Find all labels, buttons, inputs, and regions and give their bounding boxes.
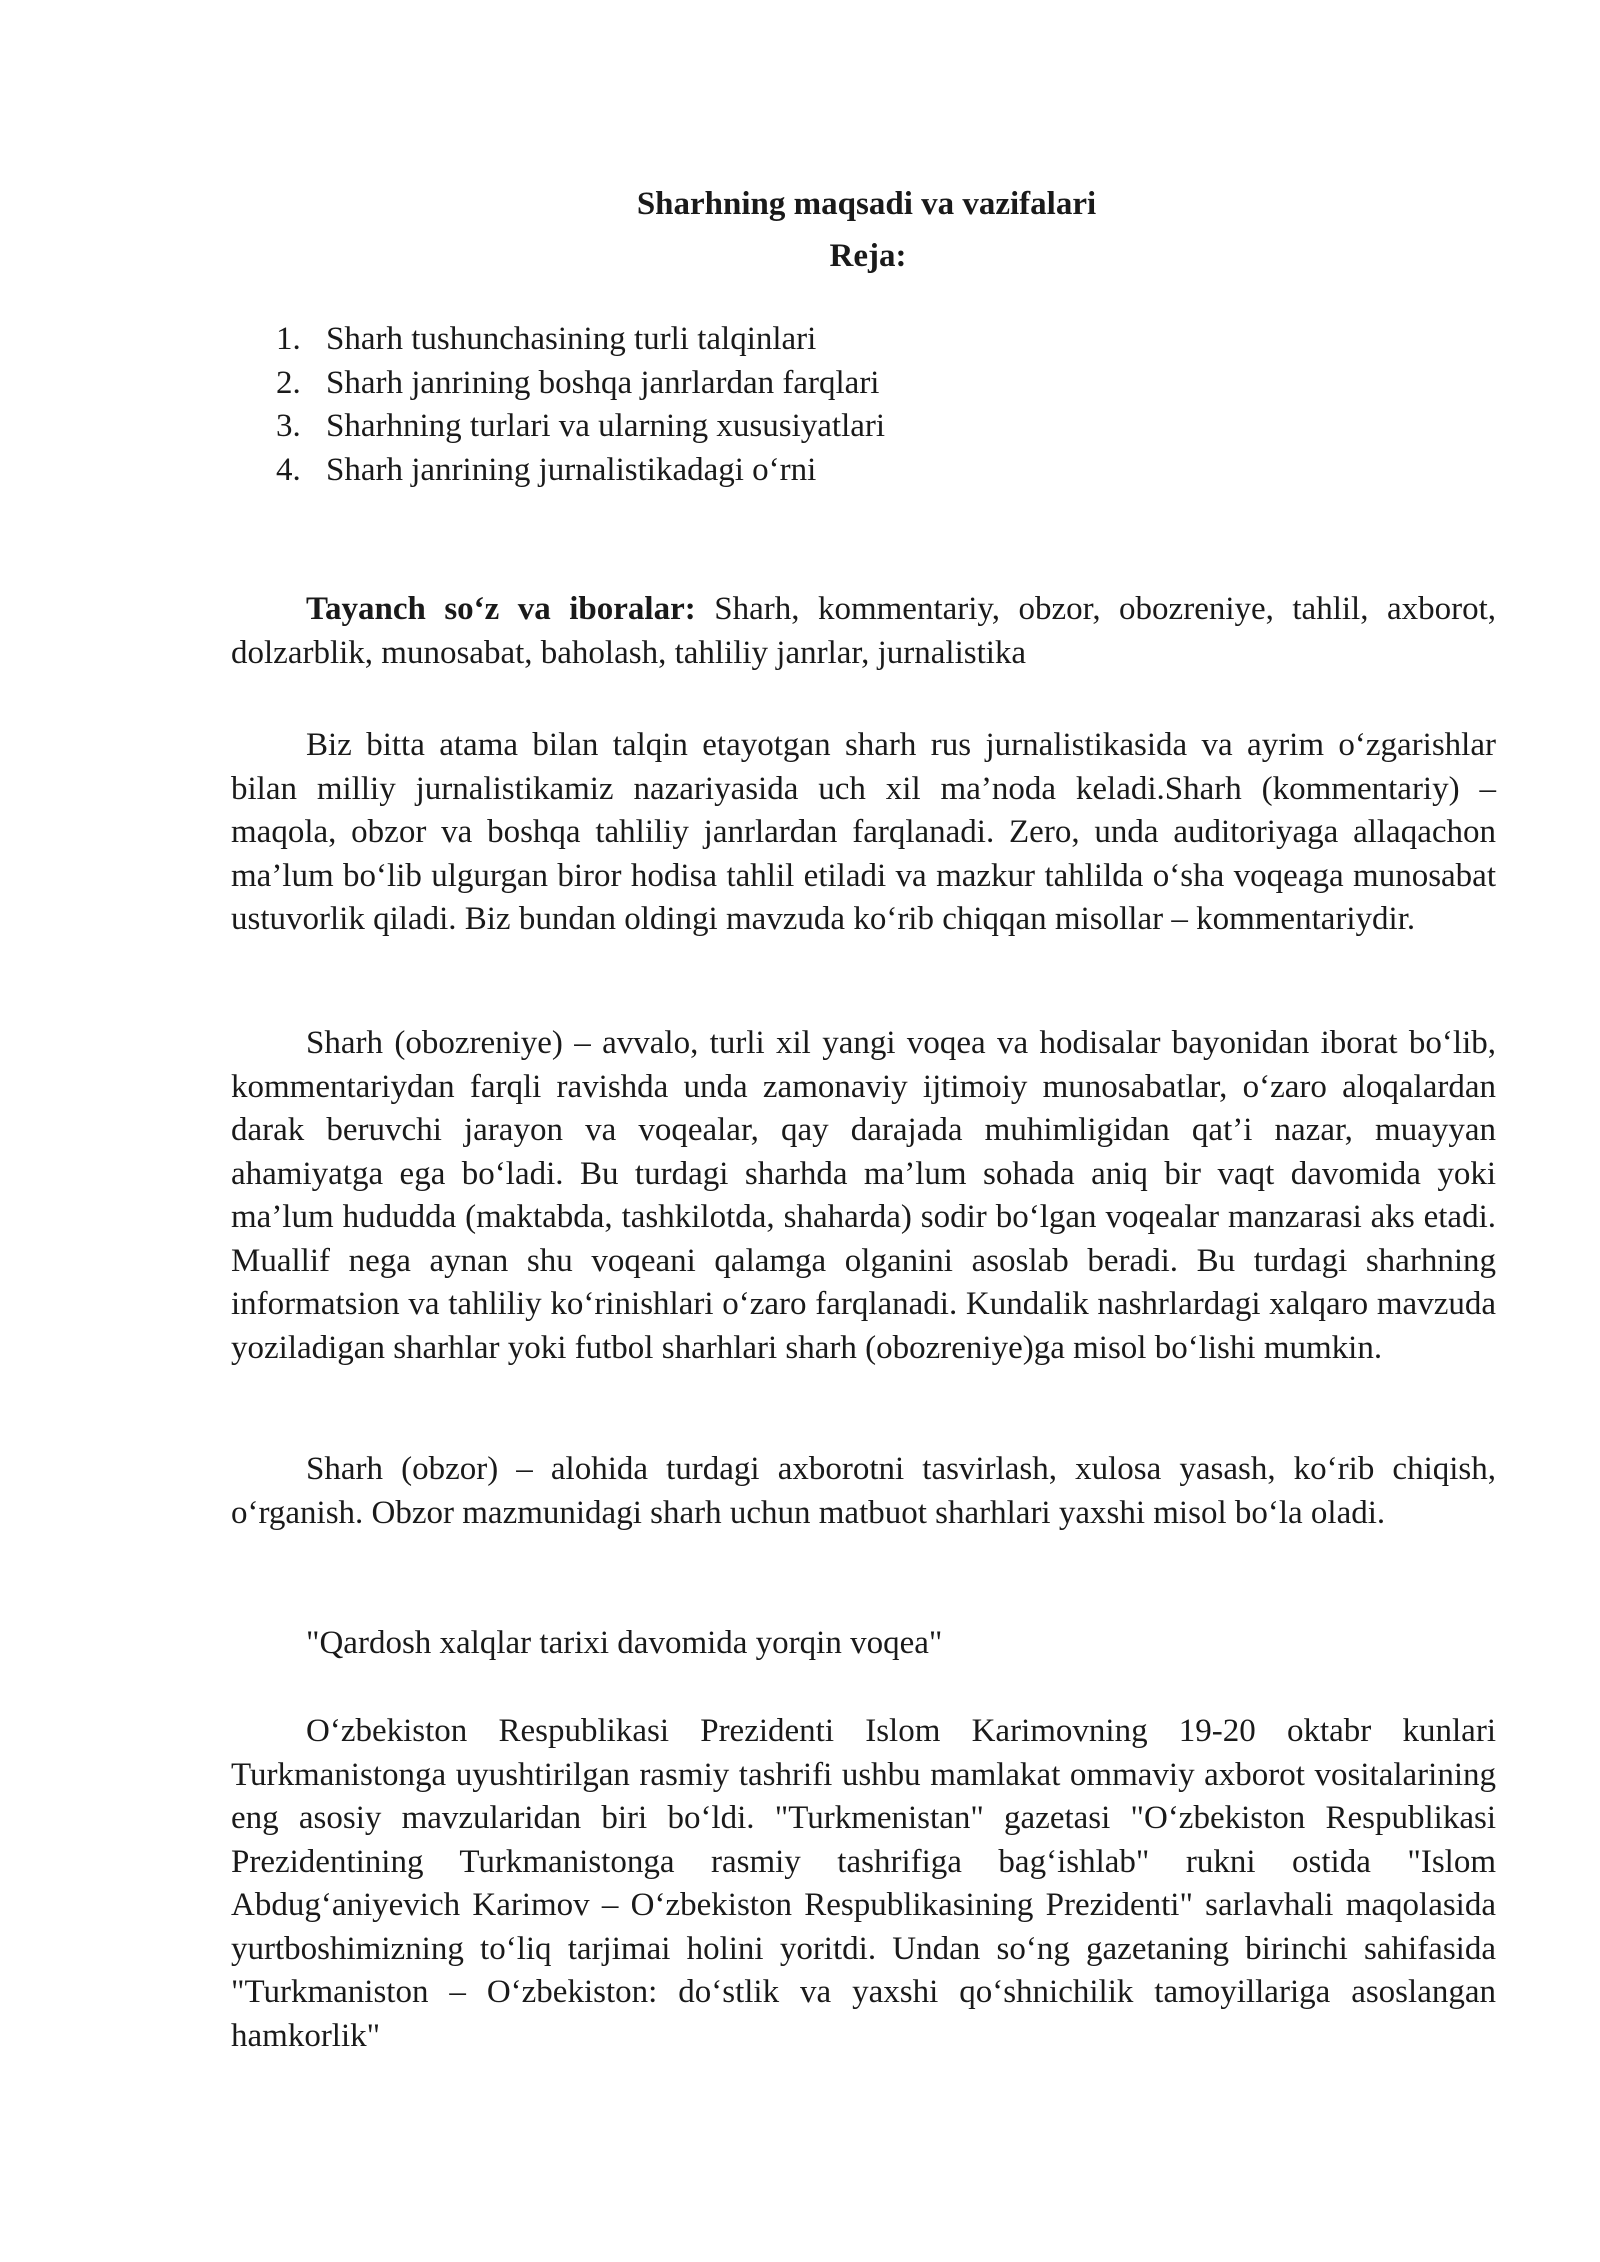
list-item-text: Sharh tushunchasining turli talqinlari [326, 321, 817, 357]
list-item-number: 4. [276, 451, 301, 488]
quoted-heading: "Qardosh xalqlar tarixi davomida yorqin voqea" [306, 1625, 943, 1661]
list-item [276, 405, 885, 449]
body-paragraph: Sharh (obozreniye) – avvalo, turli xil yangi voqea va hodisalar bayonidan iborat bo‘lib, kommentariydan farqli ravishda unda zamonaviy ijtimoiy munosabatlar, o‘zaro aloqalardan darak beruvchi jarayon va voqealar, qay darajada muhimligidan qat’i nazar, muayyan ahamiyatga ega bo‘ladi. Bu turdagi sharhda ma’lum sohada aniq bir vaqt davomida yoki ma’lum hududda (maktabda, tashkilotda, shaharda) sodir bo‘lgan voqealar manzarasi aks etadi. Muallif nega aynan shu voqeani qalamga olganini asoslab beradi. Bu turdagi sharhning informatsion va tahliliy ko‘rinishlari o‘zaro farqlanadi. Kundalik nashrlardagi xalqaro mavzuda yoziladigan sharhlar yoki futbol sharhlari sharh (obozreniye)ga misol bo‘lishi mumkin. [231, 1025, 1496, 1366]
list-item-number: 1. [276, 321, 301, 357]
plan-heading: Reja: [829, 238, 907, 274]
page-title: Sharhning maqsadi va vazifalari [636, 186, 1097, 222]
keywords-text: Sharh, kommentariy, obzor, obozreniye, tahlil, axborot, dolzarblik, munosabat, baholash, tahliliy janrlar, jurnalistika [231, 591, 1496, 671]
body-paragraph: Biz bitta atama bilan talqin etayotgan sharh rus jurnalistikasida va ayrim o‘zgarishlar bilan milliy jurnalistikamiz nazariyasida uch xil ma’noda keladi.Sharh (kommentariy) – maqola, obzor va boshqa tahliliy janrlardan farqlanadi. Zero, unda auditoriyaga allaqachon ma’lum bo‘lib ulgurgan biror hodisa tahlil etiladi va mazkur tahlilda o‘sha voqeaga munosabat ustuvorlik qiladi. Biz bundan oldingi mavzuda ko‘rib chiqqan misollar – kommentariydir. [231, 727, 1496, 937]
list-item-text: Sharh janrining jurnalistikadagi o‘rni [326, 451, 817, 488]
body-paragraph: O‘zbekiston Respublikasi Prezidenti Islom Karimovning 19-20 oktabr kunlari Turkmanistonga uyushtirilgan rasmiy tashrifi ushbu mamlakat ommaviy axborot vositalarining eng asosiy mavzularidan biri bo‘ldi. "Turkmenistan" gazetasi "O‘zbekiston Respublikasi Prezidentining Turkmanistonga rasmiy tashrifiga bag‘ishlab" rukni ostida "Islom Abdug‘aniyevich Karimov – O‘zbekiston Respublikasining Prezidenti" sarlavhali maqolasida yurtboshimizning to‘liq tarjimai holini yoritdi. Undan so‘ng gazetaning birinchi sahifasida "Turkmaniston – O‘zbekiston: do‘stlik va yaxshi qo‘shnichilik tamoyillariga asoslangan hamkorlik" [231, 1713, 1496, 2054]
list-item [276, 362, 885, 406]
list-item [276, 318, 885, 362]
list-item-text: Sharhning turlari va ularning xususiyatlari [326, 408, 886, 444]
plan-list [276, 318, 885, 492]
list-item [276, 449, 885, 493]
list-item-number: 3. [276, 408, 301, 444]
body-paragraph: Sharh (obzor) – alohida turdagi axborotni tasvirlash, xulosa yasash, ko‘rib chiqish, o‘rganish. Obzor mazmunidagi sharh uchun matbuot sharhlari yaxshi misol bo‘la oladi. [231, 1451, 1496, 1531]
list-item-number: 2. [276, 364, 301, 401]
keywords-label: Tayanch so‘z va iboralar: [306, 591, 696, 627]
list-item-text: Sharh janrining boshqa janrlardan farqlari [326, 364, 880, 401]
keywords-paragraph [231, 588, 1496, 675]
